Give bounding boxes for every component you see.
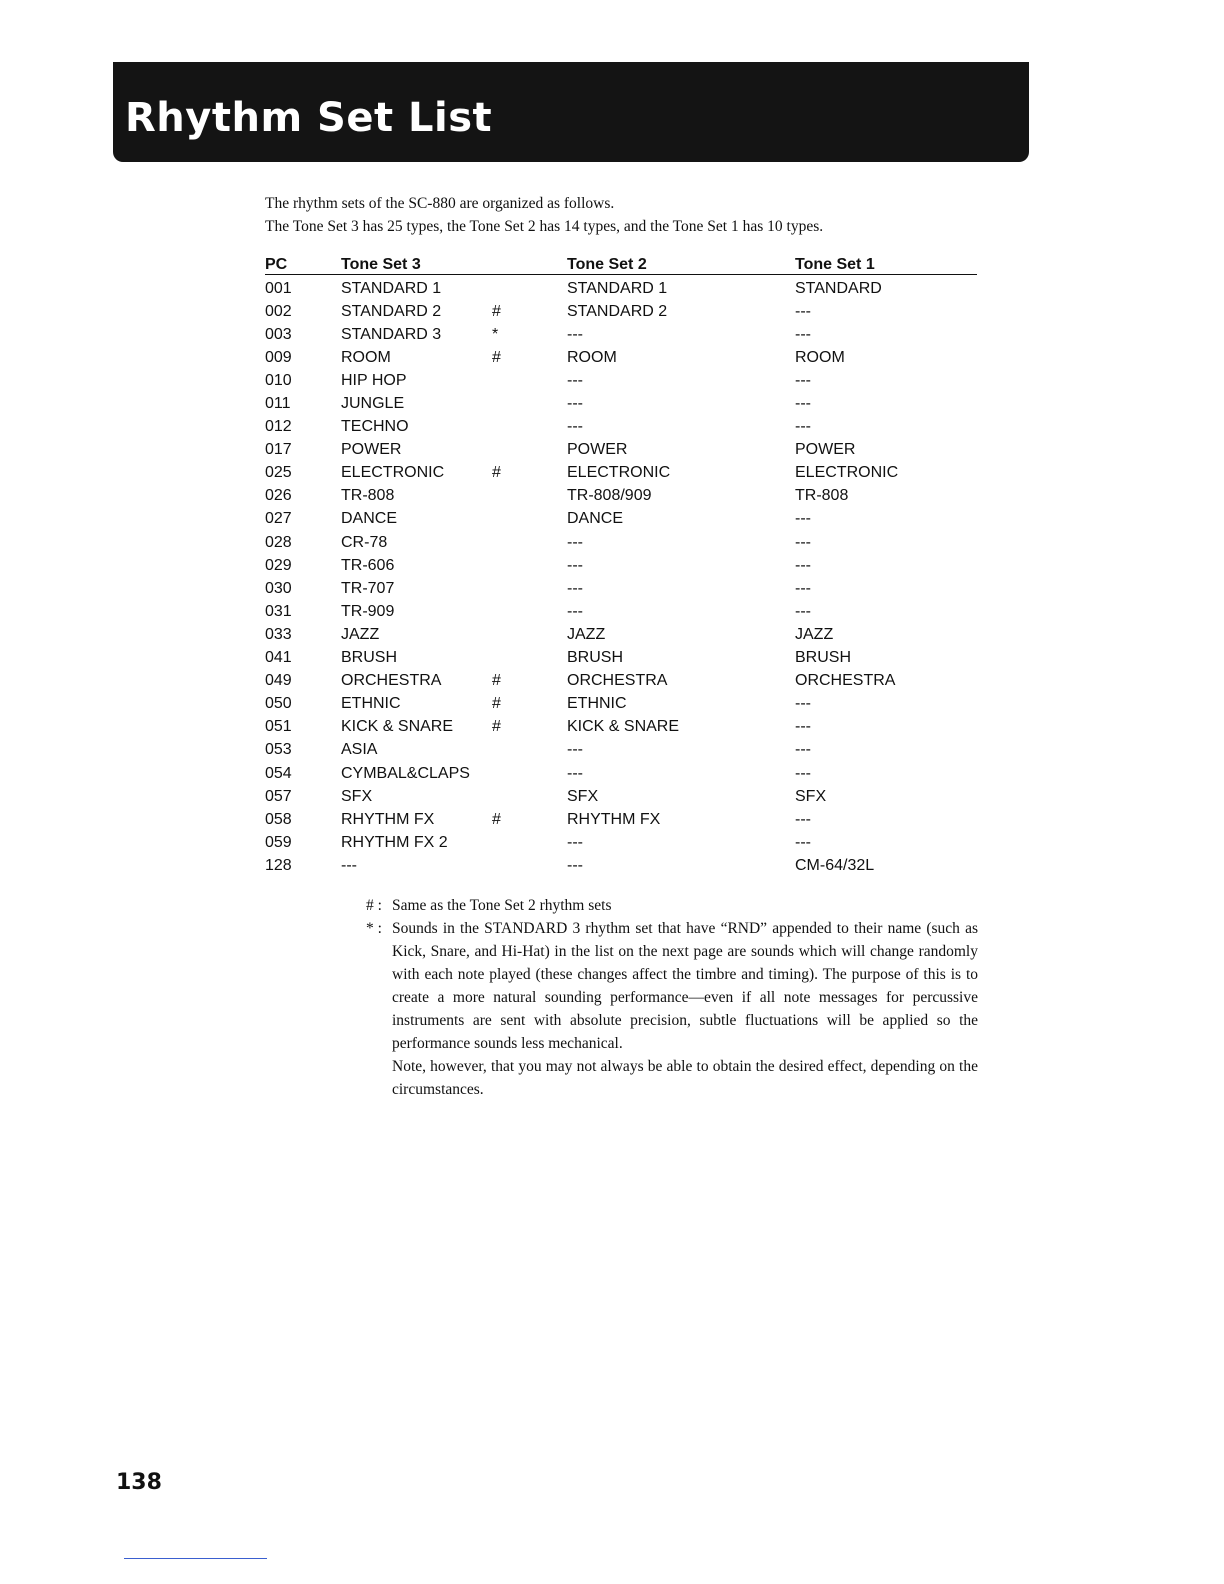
cell-tone-set-1: STANDARD <box>795 279 882 297</box>
cell-pc: 051 <box>265 718 292 736</box>
cell-tone-set-1: TR-808 <box>795 487 849 505</box>
footnote <box>366 894 978 917</box>
table-row <box>265 531 977 554</box>
cell-tone-set-1: ROOM <box>795 348 845 366</box>
cell-tone-set-1: --- <box>795 325 811 343</box>
cell-tone-set-1: JAZZ <box>795 625 834 643</box>
footnotes <box>366 894 978 1101</box>
header-tone-set-3: Tone Set 3 <box>341 256 421 273</box>
cell-tone-set-1: CM-64/32L <box>795 856 875 874</box>
cell-tone-set-3: HIP HOP <box>341 371 407 389</box>
table-row <box>265 577 977 600</box>
cell-tone-set-3: TR-707 <box>341 579 395 597</box>
cell-marker <box>492 577 567 600</box>
cell-marker: # <box>492 302 501 320</box>
table-row <box>265 693 977 716</box>
cell-marker <box>492 392 567 415</box>
cell-pc: 012 <box>265 418 292 436</box>
cell-tone-set-2: --- <box>567 764 583 782</box>
cell-pc: 058 <box>265 810 292 828</box>
table-row <box>265 462 977 485</box>
cell-marker <box>492 600 567 623</box>
cell-pc: 027 <box>265 510 292 528</box>
cell-tone-set-3: STANDARD 1 <box>341 279 442 297</box>
cell-tone-set-2: STANDARD 1 <box>567 279 668 297</box>
cell-marker <box>492 854 567 877</box>
cell-tone-set-3: TR-606 <box>341 556 395 574</box>
table-row <box>265 831 977 854</box>
cell-tone-set-1: --- <box>795 741 811 759</box>
cell-marker: # <box>492 672 501 690</box>
table-row <box>265 739 977 762</box>
cell-tone-set-3: CYMBAL&CLAPS <box>341 764 470 782</box>
table-row <box>265 392 977 415</box>
header-tone-set-2: Tone Set 2 <box>567 256 647 273</box>
cell-marker <box>492 623 567 646</box>
table-row <box>265 508 977 531</box>
table-row <box>265 762 977 785</box>
cell-marker <box>492 275 567 301</box>
cell-pc: 057 <box>265 787 292 805</box>
cell-marker <box>492 647 567 670</box>
cell-pc: 003 <box>265 325 292 343</box>
cell-tone-set-2: ROOM <box>567 348 617 366</box>
cell-marker: # <box>492 718 501 736</box>
table-row <box>265 369 977 392</box>
cell-pc: 001 <box>265 279 292 297</box>
footnote-text: Same as the Tone Set 2 rhythm sets <box>392 897 612 914</box>
cell-marker <box>492 416 567 439</box>
cell-tone-set-1: --- <box>795 395 811 413</box>
cell-tone-set-3: ASIA <box>341 741 378 759</box>
footnote <box>366 917 978 1101</box>
footnote-symbol: # : <box>366 897 382 914</box>
cell-tone-set-1: POWER <box>795 441 856 459</box>
cell-tone-set-3: POWER <box>341 441 402 459</box>
cell-tone-set-2: STANDARD 2 <box>567 302 668 320</box>
cell-tone-set-2: POWER <box>567 441 628 459</box>
intro-line-1: The rhythm sets of the SC-880 are organized as follows. <box>265 195 615 212</box>
cell-tone-set-2: RHYTHM FX <box>567 810 661 828</box>
table-row <box>265 647 977 670</box>
cell-tone-set-2: --- <box>567 556 583 574</box>
cell-tone-set-3: SFX <box>341 787 373 805</box>
cell-tone-set-3: STANDARD 2 <box>341 302 442 320</box>
cell-pc: 030 <box>265 579 292 597</box>
cell-tone-set-2: --- <box>567 418 583 436</box>
cell-pc: 002 <box>265 302 292 320</box>
cell-tone-set-3: TR-909 <box>341 602 395 620</box>
cell-tone-set-1: --- <box>795 371 811 389</box>
cell-tone-set-1: --- <box>795 418 811 436</box>
cell-tone-set-2: DANCE <box>567 510 624 528</box>
cell-marker <box>492 439 567 462</box>
cell-tone-set-2: SFX <box>567 787 599 805</box>
cell-tone-set-1: --- <box>795 764 811 782</box>
table-row <box>265 323 977 346</box>
cell-tone-set-1: --- <box>795 810 811 828</box>
cell-tone-set-1: --- <box>795 302 811 320</box>
cell-pc: 059 <box>265 833 292 851</box>
cell-tone-set-3: --- <box>341 856 357 874</box>
table-row <box>265 485 977 508</box>
cell-marker: # <box>492 464 501 482</box>
cell-tone-set-1: --- <box>795 718 811 736</box>
table-row <box>265 670 977 693</box>
cell-tone-set-1: --- <box>795 510 811 528</box>
cell-marker: # <box>492 695 501 713</box>
table-row <box>265 346 977 369</box>
header-marker <box>492 254 567 275</box>
cell-pc: 031 <box>265 602 292 620</box>
cell-pc: 025 <box>265 464 292 482</box>
cell-tone-set-2: --- <box>567 533 583 551</box>
cell-pc: 029 <box>265 556 292 574</box>
cell-tone-set-3: ELECTRONIC <box>341 464 445 482</box>
cell-pc: 010 <box>265 371 292 389</box>
cell-tone-set-1: --- <box>795 556 811 574</box>
cell-tone-set-3: ROOM <box>341 348 391 366</box>
cell-tone-set-2: ETHNIC <box>567 695 627 713</box>
cell-pc: 028 <box>265 533 292 551</box>
table-row <box>265 716 977 739</box>
table-row <box>265 808 977 831</box>
cell-pc: 041 <box>265 649 292 667</box>
cell-tone-set-2: ELECTRONIC <box>567 464 671 482</box>
cell-tone-set-2: --- <box>567 602 583 620</box>
cell-tone-set-1: BRUSH <box>795 649 852 667</box>
cell-marker <box>492 785 567 808</box>
cell-pc: 053 <box>265 741 292 759</box>
cell-marker: # <box>492 348 501 366</box>
cell-tone-set-3: ETHNIC <box>341 695 401 713</box>
intro-line-2: The Tone Set 3 has 25 types, the Tone Set 2 has 14 types, and the Tone Set 1 has 10 types. <box>265 218 824 235</box>
cell-tone-set-3: DANCE <box>341 510 398 528</box>
cell-tone-set-1: --- <box>795 602 811 620</box>
cell-pc: 050 <box>265 695 292 713</box>
cell-marker <box>492 739 567 762</box>
cell-tone-set-2: --- <box>567 395 583 413</box>
cell-marker <box>492 508 567 531</box>
cell-tone-set-2: ORCHESTRA <box>567 672 668 690</box>
cell-tone-set-2: --- <box>567 741 583 759</box>
cell-marker <box>492 831 567 854</box>
footnote-text: Sounds in the STANDARD 3 rhythm set that have “RND” appended to their name (such as Kick, Snare, and Hi-Hat) in the list on the next page are sounds which will change randomly with each note played (these changes affect the timbre and timing). The purpose of this is to create a more natural sounding performance—even if all note messages for percussive instruments are sent with absolute precision, subtle fluctuations will be applied so the performance sounds less mechanical. <box>392 920 978 1052</box>
cell-pc: 009 <box>265 348 292 366</box>
table-row <box>265 623 977 646</box>
cell-tone-set-1: --- <box>795 833 811 851</box>
cell-tone-set-2: KICK & SNARE <box>567 718 680 736</box>
table-row <box>265 439 977 462</box>
cell-tone-set-2: --- <box>567 325 583 343</box>
cell-marker <box>492 369 567 392</box>
cell-pc: 017 <box>265 441 292 459</box>
cell-pc: 026 <box>265 487 292 505</box>
header-tone-set-1: Tone Set 1 <box>795 256 875 273</box>
cell-tone-set-2: BRUSH <box>567 649 624 667</box>
table-body <box>265 275 977 878</box>
cell-pc: 011 <box>265 395 291 413</box>
cell-pc: 049 <box>265 672 292 690</box>
cell-tone-set-3: JAZZ <box>341 625 380 643</box>
cell-tone-set-1: --- <box>795 533 811 551</box>
title-banner <box>113 62 1029 162</box>
rhythm-set-table-container <box>265 254 977 877</box>
cell-tone-set-2: --- <box>567 579 583 597</box>
cell-tone-set-3: ORCHESTRA <box>341 672 442 690</box>
table-row <box>265 785 977 808</box>
cell-tone-set-3: CR-78 <box>341 533 388 551</box>
cell-tone-set-3: JUNGLE <box>341 395 405 413</box>
rhythm-set-table <box>265 254 977 877</box>
intro-text <box>265 192 985 238</box>
cell-tone-set-2: --- <box>567 833 583 851</box>
cell-tone-set-1: ELECTRONIC <box>795 464 899 482</box>
page-title: Rhythm Set List <box>125 95 493 141</box>
cell-marker <box>492 531 567 554</box>
cell-marker <box>492 762 567 785</box>
cell-tone-set-1: --- <box>795 579 811 597</box>
cell-marker <box>492 485 567 508</box>
cell-tone-set-2: JAZZ <box>567 625 606 643</box>
cell-tone-set-2: TR-808/909 <box>567 487 652 505</box>
table-row <box>265 300 977 323</box>
cell-pc: 054 <box>265 764 292 782</box>
cell-tone-set-1: SFX <box>795 787 827 805</box>
cell-marker <box>492 554 567 577</box>
table-row <box>265 416 977 439</box>
header-pc: PC <box>265 256 288 273</box>
cell-marker: * <box>492 325 499 343</box>
page-number: 138 <box>116 1470 162 1495</box>
cell-tone-set-3: RHYTHM FX 2 <box>341 833 448 851</box>
cell-tone-set-3: TECHNO <box>341 418 409 436</box>
table-row <box>265 275 977 301</box>
cell-tone-set-3: STANDARD 3 <box>341 325 442 343</box>
cell-tone-set-3: KICK & SNARE <box>341 718 454 736</box>
cell-pc: 128 <box>265 856 292 874</box>
bottom-divider <box>124 1558 267 1559</box>
cell-tone-set-1: --- <box>795 695 811 713</box>
table-row <box>265 554 977 577</box>
cell-tone-set-3: RHYTHM FX <box>341 810 435 828</box>
table-header-row <box>265 254 977 275</box>
cell-tone-set-2: --- <box>567 371 583 389</box>
cell-marker: # <box>492 810 501 828</box>
cell-tone-set-3: TR-808 <box>341 487 395 505</box>
cell-pc: 033 <box>265 625 292 643</box>
table-row <box>265 854 977 877</box>
table-row <box>265 600 977 623</box>
cell-tone-set-3: BRUSH <box>341 649 398 667</box>
footnote-symbol: * : <box>366 920 382 937</box>
footnote-text: Note, however, that you may not always be able to obtain the desired effect, depending on the circumstances. <box>392 1058 978 1098</box>
cell-tone-set-2: --- <box>567 856 583 874</box>
cell-tone-set-1: ORCHESTRA <box>795 672 896 690</box>
